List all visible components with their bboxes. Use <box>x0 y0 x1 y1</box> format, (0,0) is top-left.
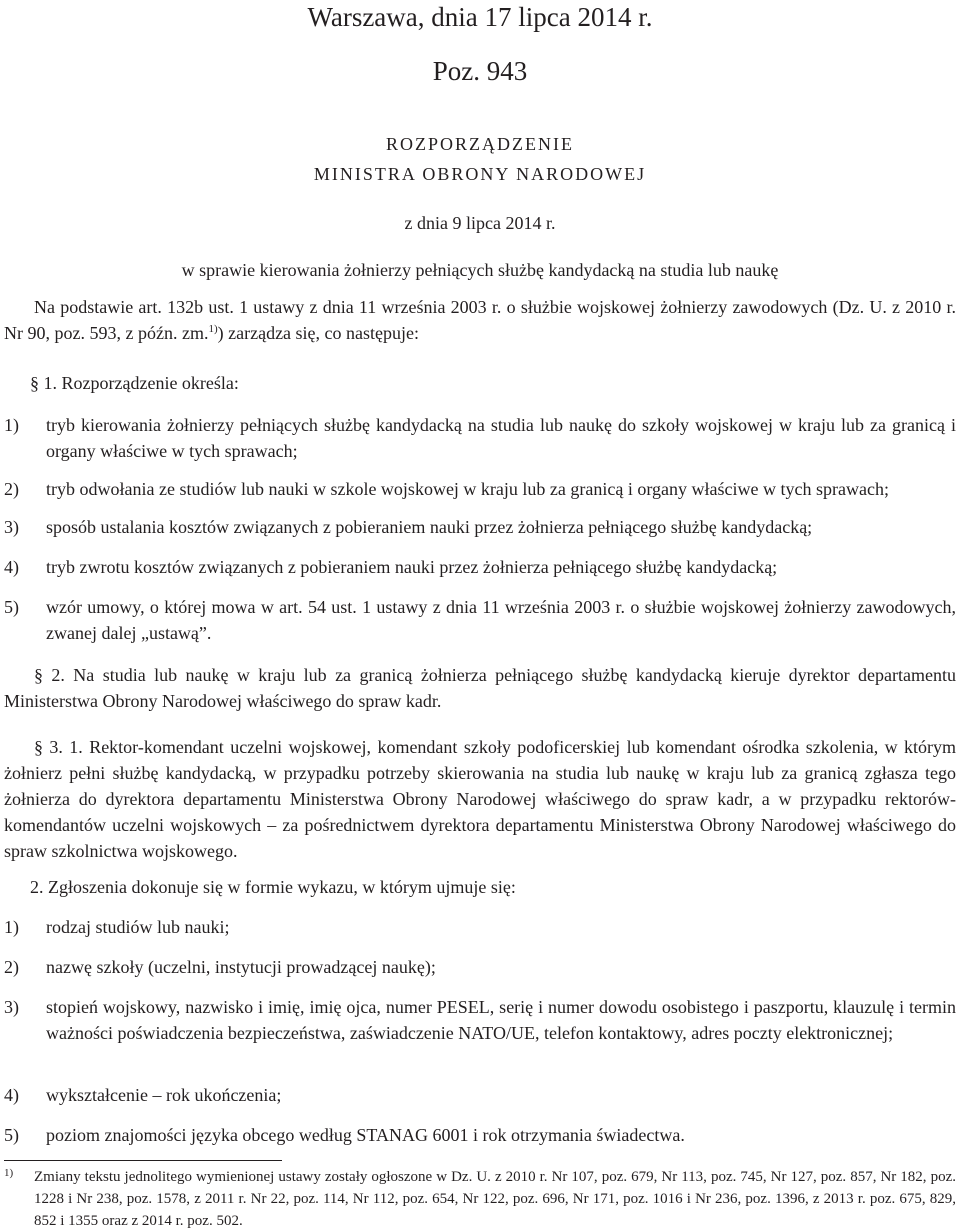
issuer-heading: MINISTRA OBRONY NARODOWEJ <box>313 164 647 184</box>
list-item-text: wykształcenie – rok ukończenia; <box>46 1085 282 1105</box>
list-item-text: wzór umowy, o której mowa w art. 54 ust. 1 ustawy z dnia 11 września 2003 r. o służbie wojskowej żołnierzy zawodowych, zwanej dalej „ustawą”. <box>46 597 956 643</box>
list-item-number: 2) <box>4 479 19 499</box>
list-item-number: 2) <box>4 957 19 977</box>
list-item-text: tryb zwrotu kosztów związanych z pobieraniem nauki przez żołnierza pełniącego służbę kandydacką; <box>46 557 778 577</box>
issue-date: z dnia 9 lipca 2014 r. <box>404 213 556 233</box>
section-2: § 2. Na studia lub naukę w kraju lub za granicą żołnierza pełniącego służbę kandydacką kieruje dyrektor departamentu Ministerstwa Obrony Narodowej właściwego do spraw kadr. <box>4 665 956 711</box>
section-1-heading: § 1. Rozporządzenie określa: <box>30 373 239 393</box>
footnote-text: Zmiany tekstu jednolitego wymienionej ustawy zostały ogłoszone w Dz. U. z 2010 r. Nr 107, poz. 679, Nr 113, poz. 745, Nr 127, poz. 857, Nr 182, poz. 1228 i Nr 238, poz. 1578, z 2011 r. Nr 22, poz. 114, Nr 112, poz. 654, Nr 122, poz. 696, Nr 171, poz. 1016 i Nr 236, poz. 1396, z 2013 r. poz. 675, 829, 852 i 1355 oraz z 2014 r. poz. 502. <box>34 1169 956 1229</box>
list-item-number: 5) <box>4 597 19 617</box>
list-item-text: tryb odwołania ze studiów lub nauki w szkole wojskowej w kraju lub za granicą i organy właściwe w tych sprawach; <box>46 479 889 499</box>
preamble-tail: ) zarządza się, co następuje: <box>217 323 420 343</box>
list-item-number: 4) <box>4 557 19 577</box>
subject-line: w sprawie kierowania żołnierzy pełniących służbę kandydacką na studia lub naukę <box>181 260 779 280</box>
list-item-text: rodzaj studiów lub nauki; <box>46 917 230 937</box>
list-item-number: 1) <box>4 917 19 937</box>
section-3-paragraph-2: 2. Zgłoszenia dokonuje się w formie wykazu, w którym ujmuje się: <box>30 877 516 897</box>
list-item-number: 3) <box>4 517 19 537</box>
footnote-ref: 1) <box>208 323 218 335</box>
list-item-number: 1) <box>4 415 19 435</box>
list-item-number: 4) <box>4 1085 19 1105</box>
list-item-number: 5) <box>4 1125 19 1145</box>
list-item-number: 3) <box>4 997 19 1017</box>
section-3-paragraph-1: § 3. 1. Rektor-komendant uczelni wojskowej, komendant szkoły podoficerskiej lub komendant ośrodka szkolenia, w którym żołnierz pełni służbę kandydacką, w przypadku potrzeby skierowania na studia lub naukę w kraju lub za granicą zgłasza tego żołnierza do dyrektora departamentu Ministerstwa Obrony Narodowej właściwego do spraw kadr, a w przypadku rektorów-komendantów uczelni wojskowych – za pośrednictwem dyrektora departamentu Ministerstwa Obrony Narodowej właściwego do spraw szkolnictwa wojskowego. <box>4 737 956 861</box>
list-item-text: poziom znajomości języka obcego według STANAG 6001 i rok otrzymania świadectwa. <box>46 1125 685 1145</box>
preamble-text: Na podstawie art. 132b ust. 1 ustawy z dnia 11 września 2003 r. o służbie wojskowej żołnierzy zawodowych (Dz. U. z 2010 r. Nr 90, poz. 593, z późn. zm. <box>4 297 956 343</box>
list-item-text: nazwę szkoły (uczelni, instytucji prowadzącej naukę); <box>46 957 436 977</box>
list-item-text: sposób ustalania kosztów związanych z pobieraniem nauki przez żołnierza pełniącego służbę kandydacką; <box>46 517 813 537</box>
footnote-divider <box>4 1160 282 1161</box>
footnote-number: 1) <box>4 1167 14 1179</box>
list-item-text: stopień wojskowy, nazwisko i imię, imię ojca, numer PESEL, serię i numer dowodu osobistego i paszportu, klauzulę i termin ważności poświadczenia bezpieczeństwa, zaświadczenie NATO/UE, telefon kontaktowy, adres poczty elektronicznej; <box>46 997 956 1043</box>
position-number: Poz. 943 <box>432 56 528 86</box>
publication-date: Warszawa, dnia 17 lipca 2014 r. <box>307 2 653 32</box>
preamble <box>4 294 956 346</box>
list-item-text: tryb kierowania żołnierzy pełniących służbę kandydacką na studia lub naukę do szkoły wojskowej w kraju lub za granicą i organy właściwe w tych sprawach; <box>46 415 956 461</box>
document-type-heading: ROZPORZĄDZENIE <box>386 134 574 154</box>
